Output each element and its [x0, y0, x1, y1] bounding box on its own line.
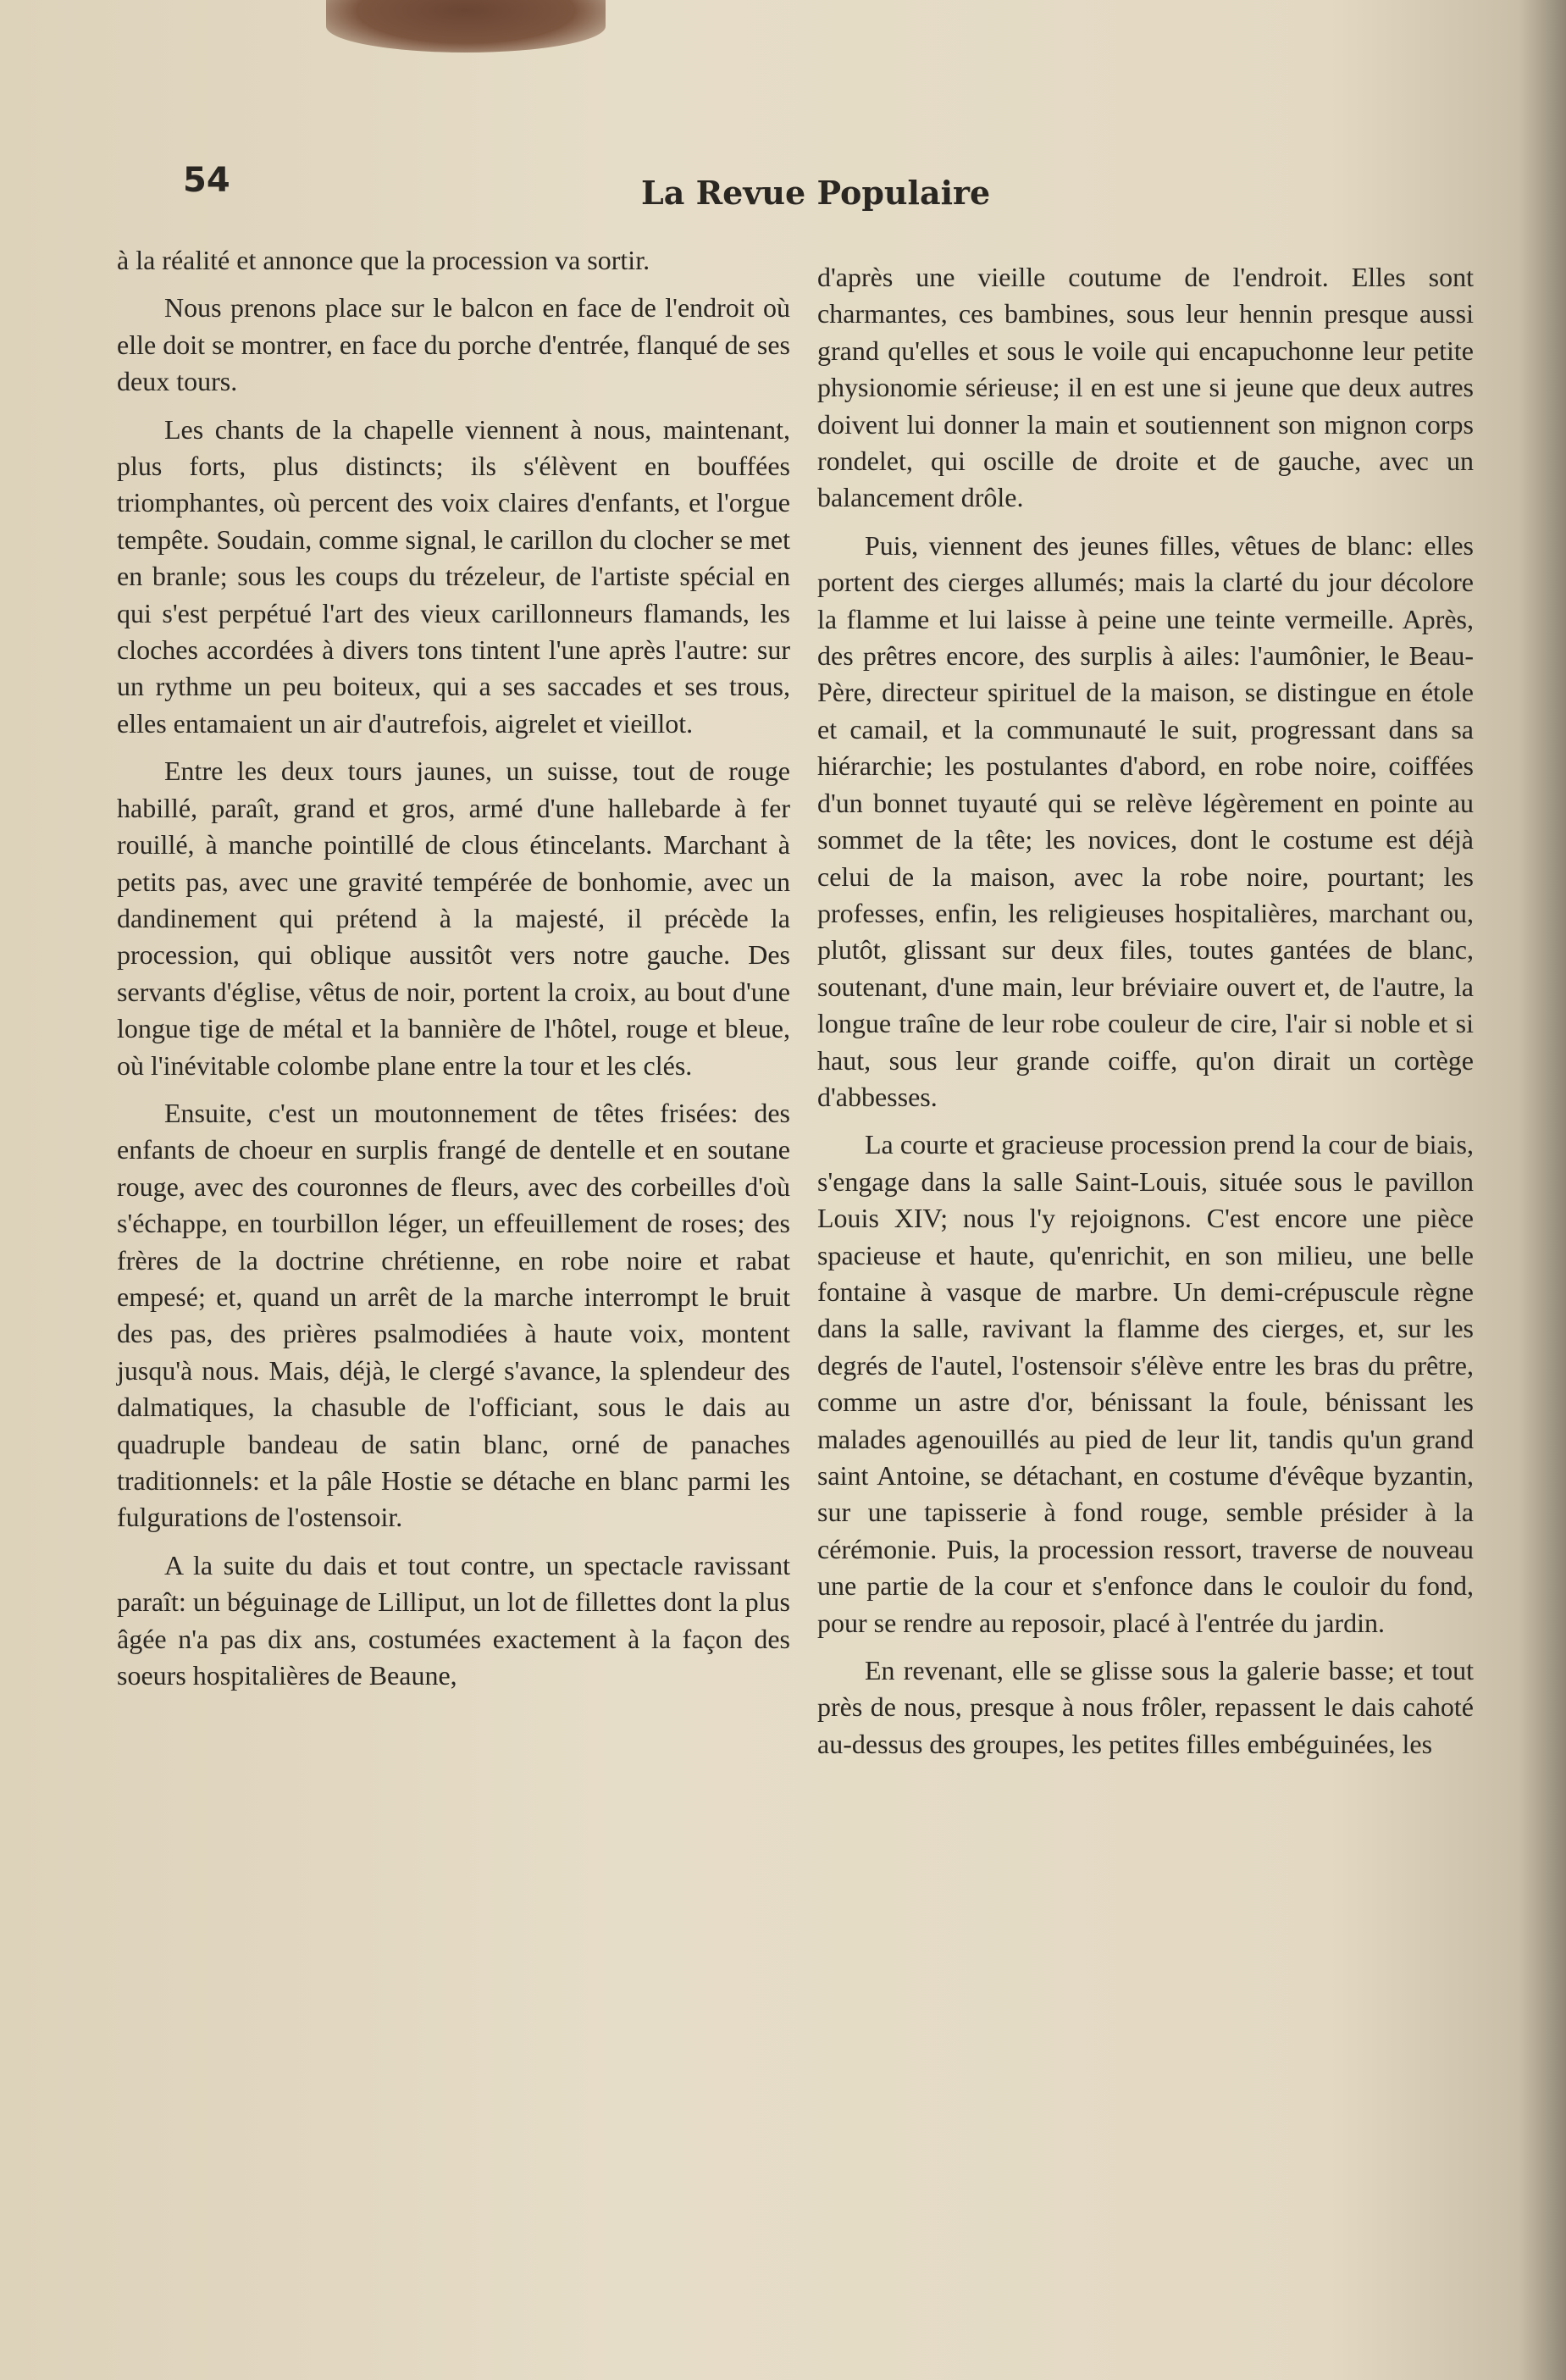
paragraph: A la suite du dais et tout contre, un spectacle ravissant paraît: un béguinage de Lilliput, un lot de fillettes dont la plus âgée n'a pas dix ans, costumées exactement à la façon des soeurs hospitalières de Beaune,: [117, 1549, 790, 1691]
paragraph: d'après une vieille coutume de l'endroit. Elles sont charmantes, ces bambines, sous leur hennin presque aussi grand qu'elles et sous le voile qui encapuchonne leur petite physionomie sérieuse; il en est une si jeune que deux autres doivent lui donner la main et soutiennent son mignon corps rondelet, qui oscille de droite et de gauche, avec un balancement drôle.: [817, 262, 1474, 513]
paragraph: Nous prenons place sur le balcon en face de l'endroit où elle doit se montrer, en face du porche d'entrée, flanqué de ses deux tours.: [117, 292, 790, 397]
running-title: La Revue Populaire: [641, 174, 991, 212]
paragraph: à la réalité et annonce que la procession va sortir.: [117, 245, 650, 275]
paragraph: Entre les deux tours jaunes, un suisse, tout de rouge habillé, paraît, grand et gros, armé d'une hallebarde à fer rouillé, à manche pointillé de clous étincelants. Marchant à petits pas, avec une gravité tempérée de bonhomie, avec un dandinement qui prétend à la majesté, il précède la procession, qui oblique aussitôt vers notre gauche. Des servants d'église, vêtus de noir, portent la croix, au bout d'une longue tige de métal et la bannière de l'hôtel, rouge et bleue, où l'inévitable colombe plane entre la tour et les clés.: [117, 756, 790, 1081]
right-column: [817, 259, 1474, 1763]
paragraph: En revenant, elle se glisse sous la galerie basse; et tout près de nous, presque à nous frôler, repassent le dais cahoté au-dessus des groupes, les petites filles embéguinées, les: [817, 1655, 1474, 1759]
page-number: 54: [183, 161, 230, 200]
paper-stain: [326, 0, 606, 53]
paragraph: Ensuite, c'est un moutonnement de têtes frisées: des enfants de choeur en surplis frangé de dentelle et en soutane rouge, avec des couronnes de fleurs, avec des corbeilles d'où s'échappe, en tourbillon léger, un effeuillement de roses; des frères de la doctrine chrétienne, en robe noire et rabat empesé; et, quand un arrêt de la marche interrompt le bruit des pas, des prières psalmodiées à haute voix, montent jusqu'à nous. Mais, déjà, le clergé s'avance, la splendeur des dalmatiques, la chasuble de l'officiant, sous le dais au quadruple bandeau de satin blanc, orné de panaches traditionnels: et la pâle Hostie se détache en blanc parmi les fulgurations de l'ostensoir.: [117, 1097, 790, 1533]
paragraph: Les chants de la chapelle viennent à nous, maintenant, plus forts, plus distincts; ils s'élèvent en bouffées triomphantes, où percent des voix claires d'enfants, et l'orgue tempête. Soudain, comme signal, le carillon du clocher se met en branle; sous les coups du trézeleur, de l'artiste spécial en qui s'est perpétué l'art des vieux carillonneurs flamands, les cloches accordées à divers tons tintent l'une après l'autre: sur un rythme un peu boiteux, qui a ses saccades et ses trous, elles entamaient un air d'autrefois, aigrelet et vieillot.: [117, 413, 790, 739]
left-column: [117, 242, 790, 1694]
paragraph: La courte et gracieuse procession prend la cour de biais, s'engage dans la salle Saint-Louis, située sous le pavillon Louis XIV; nous l'y rejoignons. C'est encore une pièce spacieuse et haute, qu'enrichit, en son milieu, une belle fontaine à vasque de marbre. Un demi-crépuscule règne dans la salle, ravivant la flamme des cierges, et, sur les degrés de l'autel, l'ostensoir s'élève entre les bras du prêtre, comme un astre d'or, bénissant la foule, bénissant les malades agenouillés au pied de leur lit, tandis qu'un grand saint Antoine, se détachant, en costume d'évêque byzantin, sur une tapisserie à fond rouge, semble présider à la cérémonie. Puis, la procession ressort, traverse de nouveau une partie de la cour et s'enfonce dans le couloir du fond, pour se rendre au reposoir, placé à l'entrée du jardin.: [817, 1129, 1474, 1638]
paragraph: Puis, viennent des jeunes filles, vêtues de blanc: elles portent des cierges allumés; mais la clarté du jour décolore la flamme et lui laisse à peine une teinte vermeille. Après, des prêtres encore, des surplis à ailes: l'aumônier, le Beau-Père, directeur spirituel de la maison, se distingue en étole et camail, et la communauté le suit, progressant dans sa hiérarchie; les postulantes d'abord, en robe noire, coiffées d'un bonnet tuyauté qui se relève légèrement en pointe au sommet de la tête; les novices, dont le costume est déjà celui de la maison, avec la robe noire, pourtant; les professes, enfin, les religieuses hospitalières, marchant ou, plutôt, glissant sur deux files, toutes gantées de blanc, soutenant, d'une main, leur bréviaire ouvert et, de l'autre, la longue traîne de leur robe couleur de cire, l'air si noble et si haut, sous leur grande coiffe, qu'on dirait un cortège d'abbesses.: [817, 529, 1474, 1112]
